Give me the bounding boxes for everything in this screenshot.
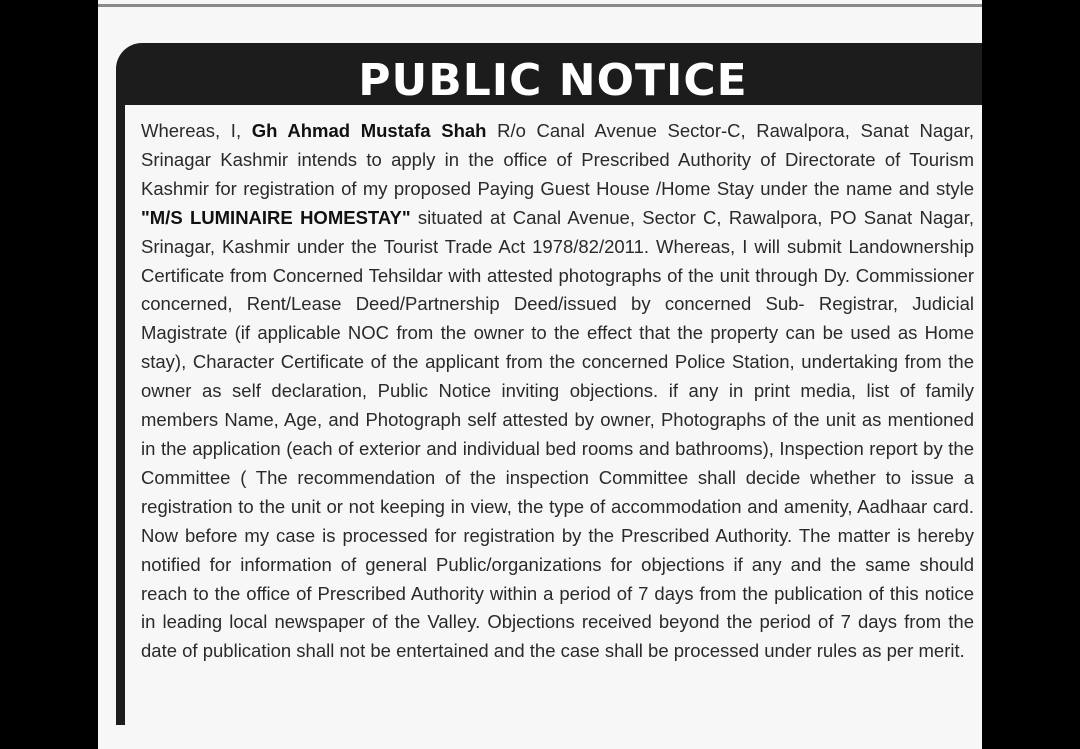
notice-text-details: situated at Canal Avenue, Sector C, Rawalpora, PO Sanat Nagar, Srinagar, Kashmir under the Tourist Trade Act 1978/82/2011. Whereas, I will submit Landownership Certificate from Concerned Tehsildar with attested photographs of the unit through Dy. Commissioner concerned, Rent/Lease Deed/Partnership Deed/issued by concerned Sub- Registrar, Judicial Magistrate (if applicable NOC from the owner to the effect that the property can be used as Home stay), Character Certificate of the applicant from the concerned Police Station, undertaking from the owner as self declaration, Public Notice inviting objections. if any in print media, list of family members Name, Age, and Photograph self attested by owner, Photographs of the unit as mentioned in the application (each of exterior and individual bed rooms and bathrooms), Inspection report by the Committee ( The recommendation of the inspection Committee shall decide whether to issue a registration to the unit or not keeping in view, the type of accommodation and amenity, Aadhaar card. Now before my case is processed for registration by the Prescribed Authority. The matter is hereby notified for information of general Public/organizations for objections if any and the same should reach to the office of Prescribed Authority within a period of 7 days from the publication of this notice in leading local newspaper of the Valley. Objections received beyond the period of 7 days from the date of publication shall not be entertained and the case shall be processed under rules as per merit. [141,206,974,662]
applicant-name: Gh Ahmad Mustafa Shah [251,120,487,141]
public-notice [116,43,982,725]
notice-text-application: R/o Canal Avenue Sector-C, Rawalpora, Sanat Nagar, Srinagar Kashmir intends to apply in the office of Prescribed Authority of Directorate of Tourism Kashmir for registration of my proposed Paying Guest House /Home Stay under the name and style [141,120,974,199]
notice-left-border [116,105,125,725]
notice-text-intro: Whereas, I, [141,120,252,141]
business-name: "M/S LUMINAIRE HOMESTAY" [141,206,411,228]
notice-body [141,117,974,666]
newspaper-page [98,0,982,749]
notice-header [116,43,982,105]
column-divider [98,4,982,7]
notice-title: PUBLIC NOTICE [358,54,748,106]
